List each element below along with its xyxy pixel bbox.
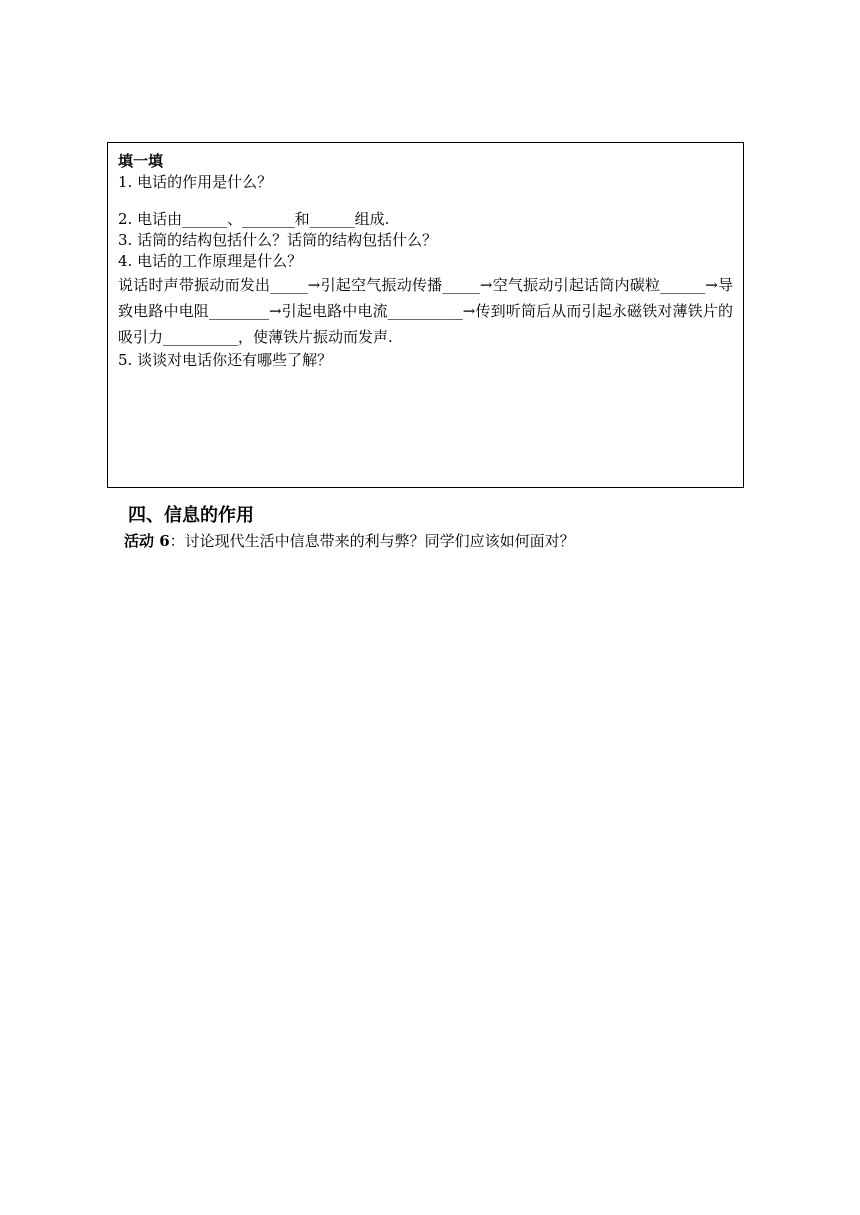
question-4: 4. 电话的工作原理是什么？ xyxy=(118,252,303,270)
question-1: 1. 电话的作用是什么？ xyxy=(118,173,273,191)
fill-in-box xyxy=(107,142,744,488)
question-5: 5. 谈谈对电话你还有哪些了解？ xyxy=(118,351,333,369)
activity-label: 活动 6 xyxy=(124,532,170,550)
question-2: 2. 电话由______、_______和______组成. xyxy=(118,210,390,228)
activity-6 xyxy=(124,530,575,552)
answer-space xyxy=(118,193,733,209)
section-title: 四、信息的作用 xyxy=(128,505,254,526)
activity-text: ：讨论现代生活中信息带来的利与弊？同学们应该如何面对？ xyxy=(169,532,575,550)
question-4-paragraph: 说话时声带振动而发出_____→引起空气振动传播_____→空气振动引起话筒内碳粒______→导致电路中电阻________→引起电路中电流__________→传到听筒后从而引起永磁铁对薄铁片的吸引力__________，使薄铁片振动而发声. xyxy=(118,276,733,346)
box-heading: 填一填 xyxy=(118,152,164,170)
question-3: 3. 话筒的结构包括什么？话筒的结构包括什么？ xyxy=(118,231,438,249)
